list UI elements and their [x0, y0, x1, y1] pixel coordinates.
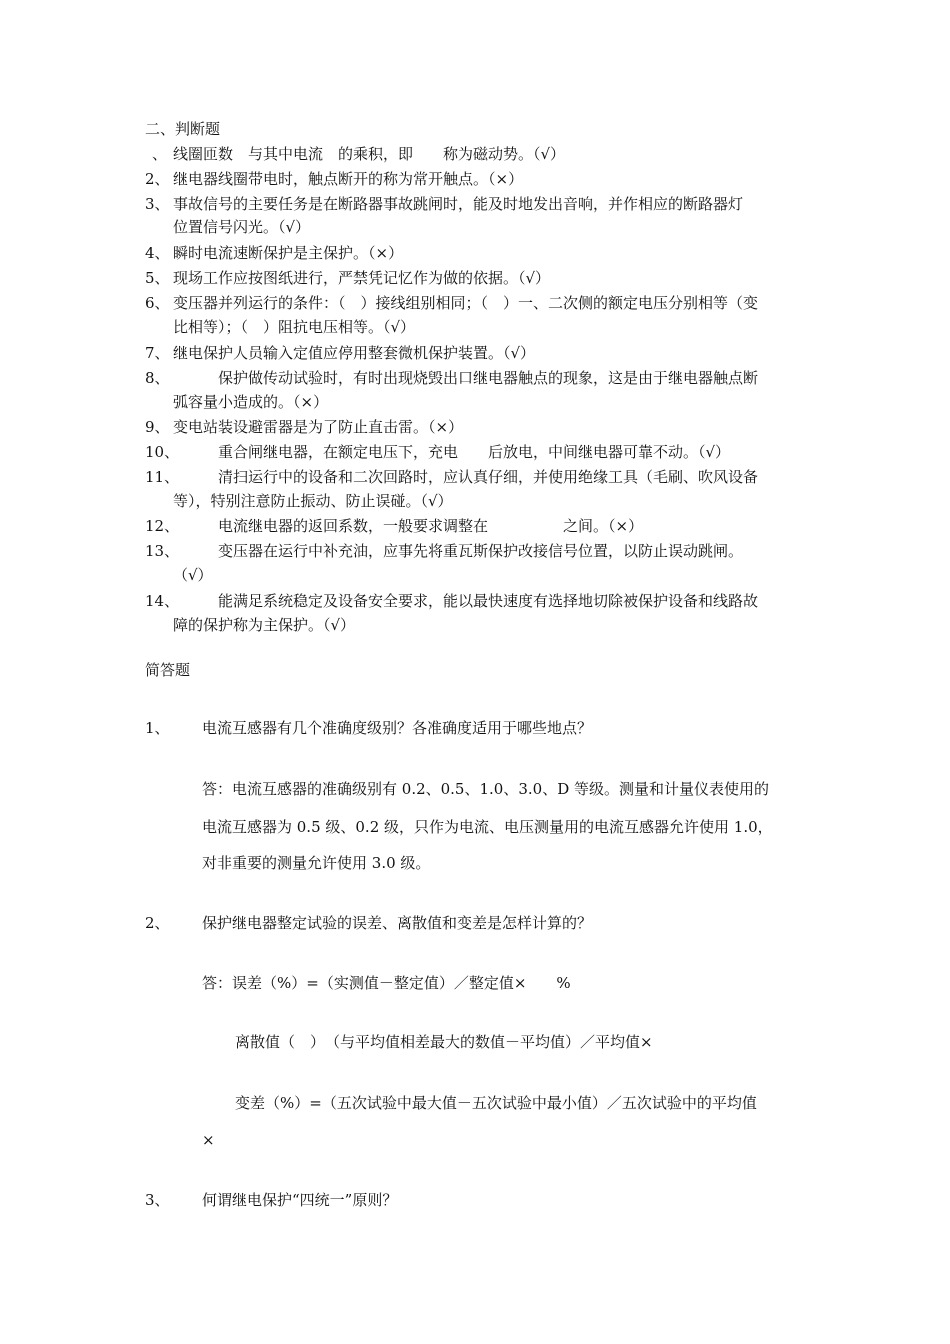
- question-text: 电流互感器有几个准确度级别？各准确度适用于哪些地点？: [202, 719, 593, 737]
- item-number: 7、: [145, 344, 170, 362]
- question-number: 1、: [145, 719, 170, 737]
- item-text: 线圈匝数 与其中电流 的乘积，即 称为磁动势。（√）: [173, 145, 566, 163]
- answer-line: 答：电流互感器的准确级别有 0.2、0.5、1.0、3.0、D 等级。测量和计量仪表使用的: [202, 780, 769, 798]
- item-text: 变电站装设避雷器是为了防止直击雷。（×）: [173, 418, 464, 436]
- item-number: 6、: [145, 294, 170, 312]
- question-text: 何谓继电保护“四统一”原则？: [202, 1191, 398, 1209]
- item-number: 3、: [145, 195, 170, 213]
- item-number: 13、: [145, 542, 180, 560]
- item-number: 8、: [145, 369, 170, 387]
- item-text: 继电保护人员输入定值应停用整套微机保护装置。（√）: [173, 344, 536, 362]
- item-text: 弧容量小造成的。（×）: [173, 393, 329, 411]
- item-number: 、: [152, 145, 168, 163]
- item-text: 能满足系统稳定及设备安全要求，能以最快速度有选择地切除被保护设备和线路故: [173, 592, 759, 610]
- item-text: 障的保护称为主保护。（√）: [173, 616, 356, 634]
- item-text: （√）: [173, 566, 213, 584]
- item-number: 11、: [145, 468, 180, 486]
- question-number: 2、: [145, 914, 170, 932]
- item-number: 12、: [145, 517, 180, 535]
- short-answer-heading: 简答题: [145, 661, 191, 679]
- item-number: 10、: [145, 443, 180, 461]
- item-number: 4、: [145, 244, 170, 262]
- item-text: 现场工作应按图纸进行，严禁凭记忆作为做的依据。（√）: [173, 269, 551, 287]
- item-text: 继电器线圈带电时，触点断开的称为常开触点。（×）: [173, 170, 524, 188]
- item-text: 比相等）；（ ）阻抗电压相等。（√）: [173, 318, 416, 336]
- item-text: 变压器在运行中补充油，应事先将重瓦斯保护改接信号位置，以防止误动跳闸。: [173, 542, 744, 560]
- item-text: 清扫运行中的设备和二次回路时，应认真仔细，并使用绝缘工具（毛刷、吹风设备: [173, 468, 759, 486]
- item-number: 5、: [145, 269, 170, 287]
- item-text: 电流继电器的返回系数，一般要求调整在 之间。（×）: [173, 517, 644, 535]
- answer-line: ×: [202, 1131, 215, 1149]
- item-text: 变压器并列运行的条件：（ ）接线组别相同；（ ）一、二次侧的额定电压分别相等（变: [173, 294, 759, 312]
- question-number: 3、: [145, 1191, 170, 1209]
- question-text: 保护继电器整定试验的误差、离散值和变差是怎样计算的？: [202, 914, 593, 932]
- answer-line: 答：误差（%）=（实测值－整定值）／整定值× %: [202, 974, 571, 992]
- item-number: 9、: [145, 418, 170, 436]
- item-number: 14、: [145, 592, 180, 610]
- answer-line: 电流互感器为 0.5 级、0.2 级，只作为电流、电压测量用的电流互感器允许使用 1.0，: [202, 818, 773, 836]
- answer-line: 变差（%）=（五次试验中最大值－五次试验中最小值）／五次试验中的平均值: [235, 1094, 757, 1112]
- item-text: 位置信号闪光。（√）: [173, 218, 311, 236]
- item-text: 瞬时电流速断保护是主保护。（×）: [173, 244, 404, 262]
- item-text: 保护做传动试验时，有时出现烧毁出口继电器触点的现象，这是由于继电器触点断: [173, 369, 759, 387]
- answer-line: 对非重要的测量允许使用 3.0 级。: [202, 854, 431, 872]
- item-number: 2、: [145, 170, 170, 188]
- item-text: 重合闸继电器，在额定电压下，充电 后放电，中间继电器可靠不动。（√）: [173, 443, 731, 461]
- answer-line: 离散值（ ） （与平均值相差最大的数值－平均值）／平均值×: [235, 1033, 653, 1051]
- item-text: 事故信号的主要任务是在断路器事故跳闸时，能及时地发出音响，并作相应的断路器灯: [173, 195, 744, 213]
- item-text: 等），特别注意防止振动、防止误碰。（√）: [173, 492, 453, 510]
- judgment-heading: 二、判断题: [145, 120, 221, 138]
